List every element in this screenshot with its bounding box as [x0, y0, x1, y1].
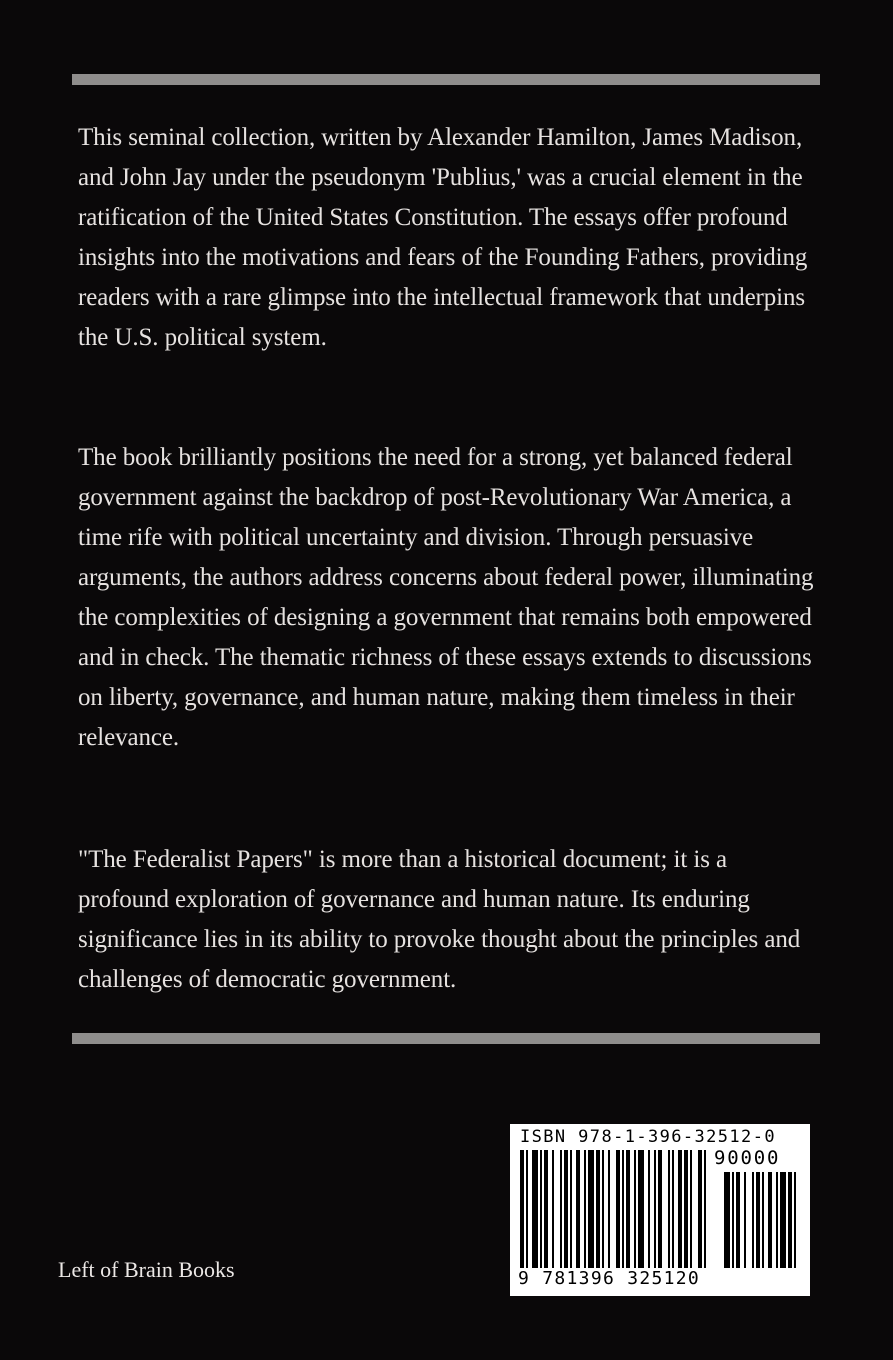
top-divider-rule: [72, 74, 820, 85]
barcode-bar: [678, 1150, 682, 1268]
barcode-bar: [690, 1150, 692, 1268]
barcode-bar: [596, 1150, 600, 1268]
barcode-bar: [564, 1150, 568, 1268]
description-paragraph-2: The book brilliantly positions the need for a strong, yet balanced federal government against the backdrop of post-Revolutionary War America, a time rife with political uncertainty and division. Through persuasive arguments, the authors address concerns about federal power, illuminating the complexities of designing a government that remains both empowered and in check. The thematic richness of these essays extends to discussions on liberty, governance, and human nature, making them timeless in their relevance.: [78, 444, 814, 751]
publisher-name: Left of Brain Books: [58, 1257, 235, 1282]
barcode-bar: [544, 1150, 548, 1268]
barcode-bar: [626, 1150, 630, 1268]
barcode-bar: [622, 1150, 624, 1268]
isbn-barcode: [510, 1124, 810, 1296]
addon-barcode-bar: [724, 1172, 730, 1268]
addon-barcode-bar: [788, 1172, 792, 1268]
barcode-bar: [560, 1150, 562, 1268]
barcode-bar: [684, 1150, 688, 1268]
barcode-bar: [648, 1150, 650, 1268]
addon-barcode-bar: [776, 1172, 778, 1268]
barcode-bar: [698, 1150, 702, 1268]
barcode-bar: [602, 1150, 604, 1268]
barcode-bar: [704, 1150, 706, 1268]
barcode-bar: [654, 1150, 656, 1268]
barcode-bar: [608, 1150, 610, 1268]
addon-barcode-bar: [762, 1172, 764, 1268]
barcode-bar: [584, 1150, 586, 1268]
barcode-bar: [668, 1150, 670, 1268]
addon-barcode-bar: [768, 1172, 772, 1268]
addon-barcode-bar: [732, 1172, 734, 1268]
addon-barcode-bar: [752, 1172, 754, 1268]
barcode-bar: [616, 1150, 620, 1268]
addon-barcode-bar: [794, 1172, 796, 1268]
barcode-bar: [588, 1150, 594, 1268]
ean-digits-text: 9 781396 325120: [518, 1268, 701, 1289]
barcode-bar: [658, 1150, 662, 1268]
description-paragraph-1: This seminal collection, written by Alexander Hamilton, James Madison, and John Jay under the pseudonym 'Publius,' was a crucial element in the ratification of the United States Constitution. The essays offer profound insights into the motivations and fears of the Founding Fathers, providing readers with a rare glimpse into the intellectual framework that underpins the U.S. political system.: [78, 124, 808, 351]
barcode-bar: [520, 1150, 524, 1268]
isbn-text: ISBN 978-1-396-32512-0: [520, 1127, 776, 1147]
addon-barcode-bar: [744, 1172, 746, 1268]
barcode-bar: [638, 1150, 644, 1268]
addon-barcode-bar: [736, 1172, 740, 1268]
barcode-bar: [672, 1150, 674, 1268]
price-code-text: 90000: [714, 1147, 781, 1169]
addon-barcode-bar: [780, 1172, 786, 1268]
barcode-bar: [532, 1150, 538, 1268]
barcode-bar: [570, 1150, 572, 1268]
barcode-bar: [540, 1150, 542, 1268]
addon-barcode-bar: [756, 1172, 760, 1268]
barcode-bar: [576, 1150, 580, 1268]
barcode-bar: [526, 1150, 528, 1268]
barcode-bar: [634, 1150, 636, 1268]
barcode-bar: [552, 1150, 554, 1268]
bottom-divider-rule: [72, 1033, 820, 1044]
description-paragraph-3: "The Federalist Papers" is more than a historical document; it is a profound exploration of governance and human nature. Its enduring significance lies in its ability to provoke thought about the principles and challenges of democratic government.: [78, 846, 801, 993]
